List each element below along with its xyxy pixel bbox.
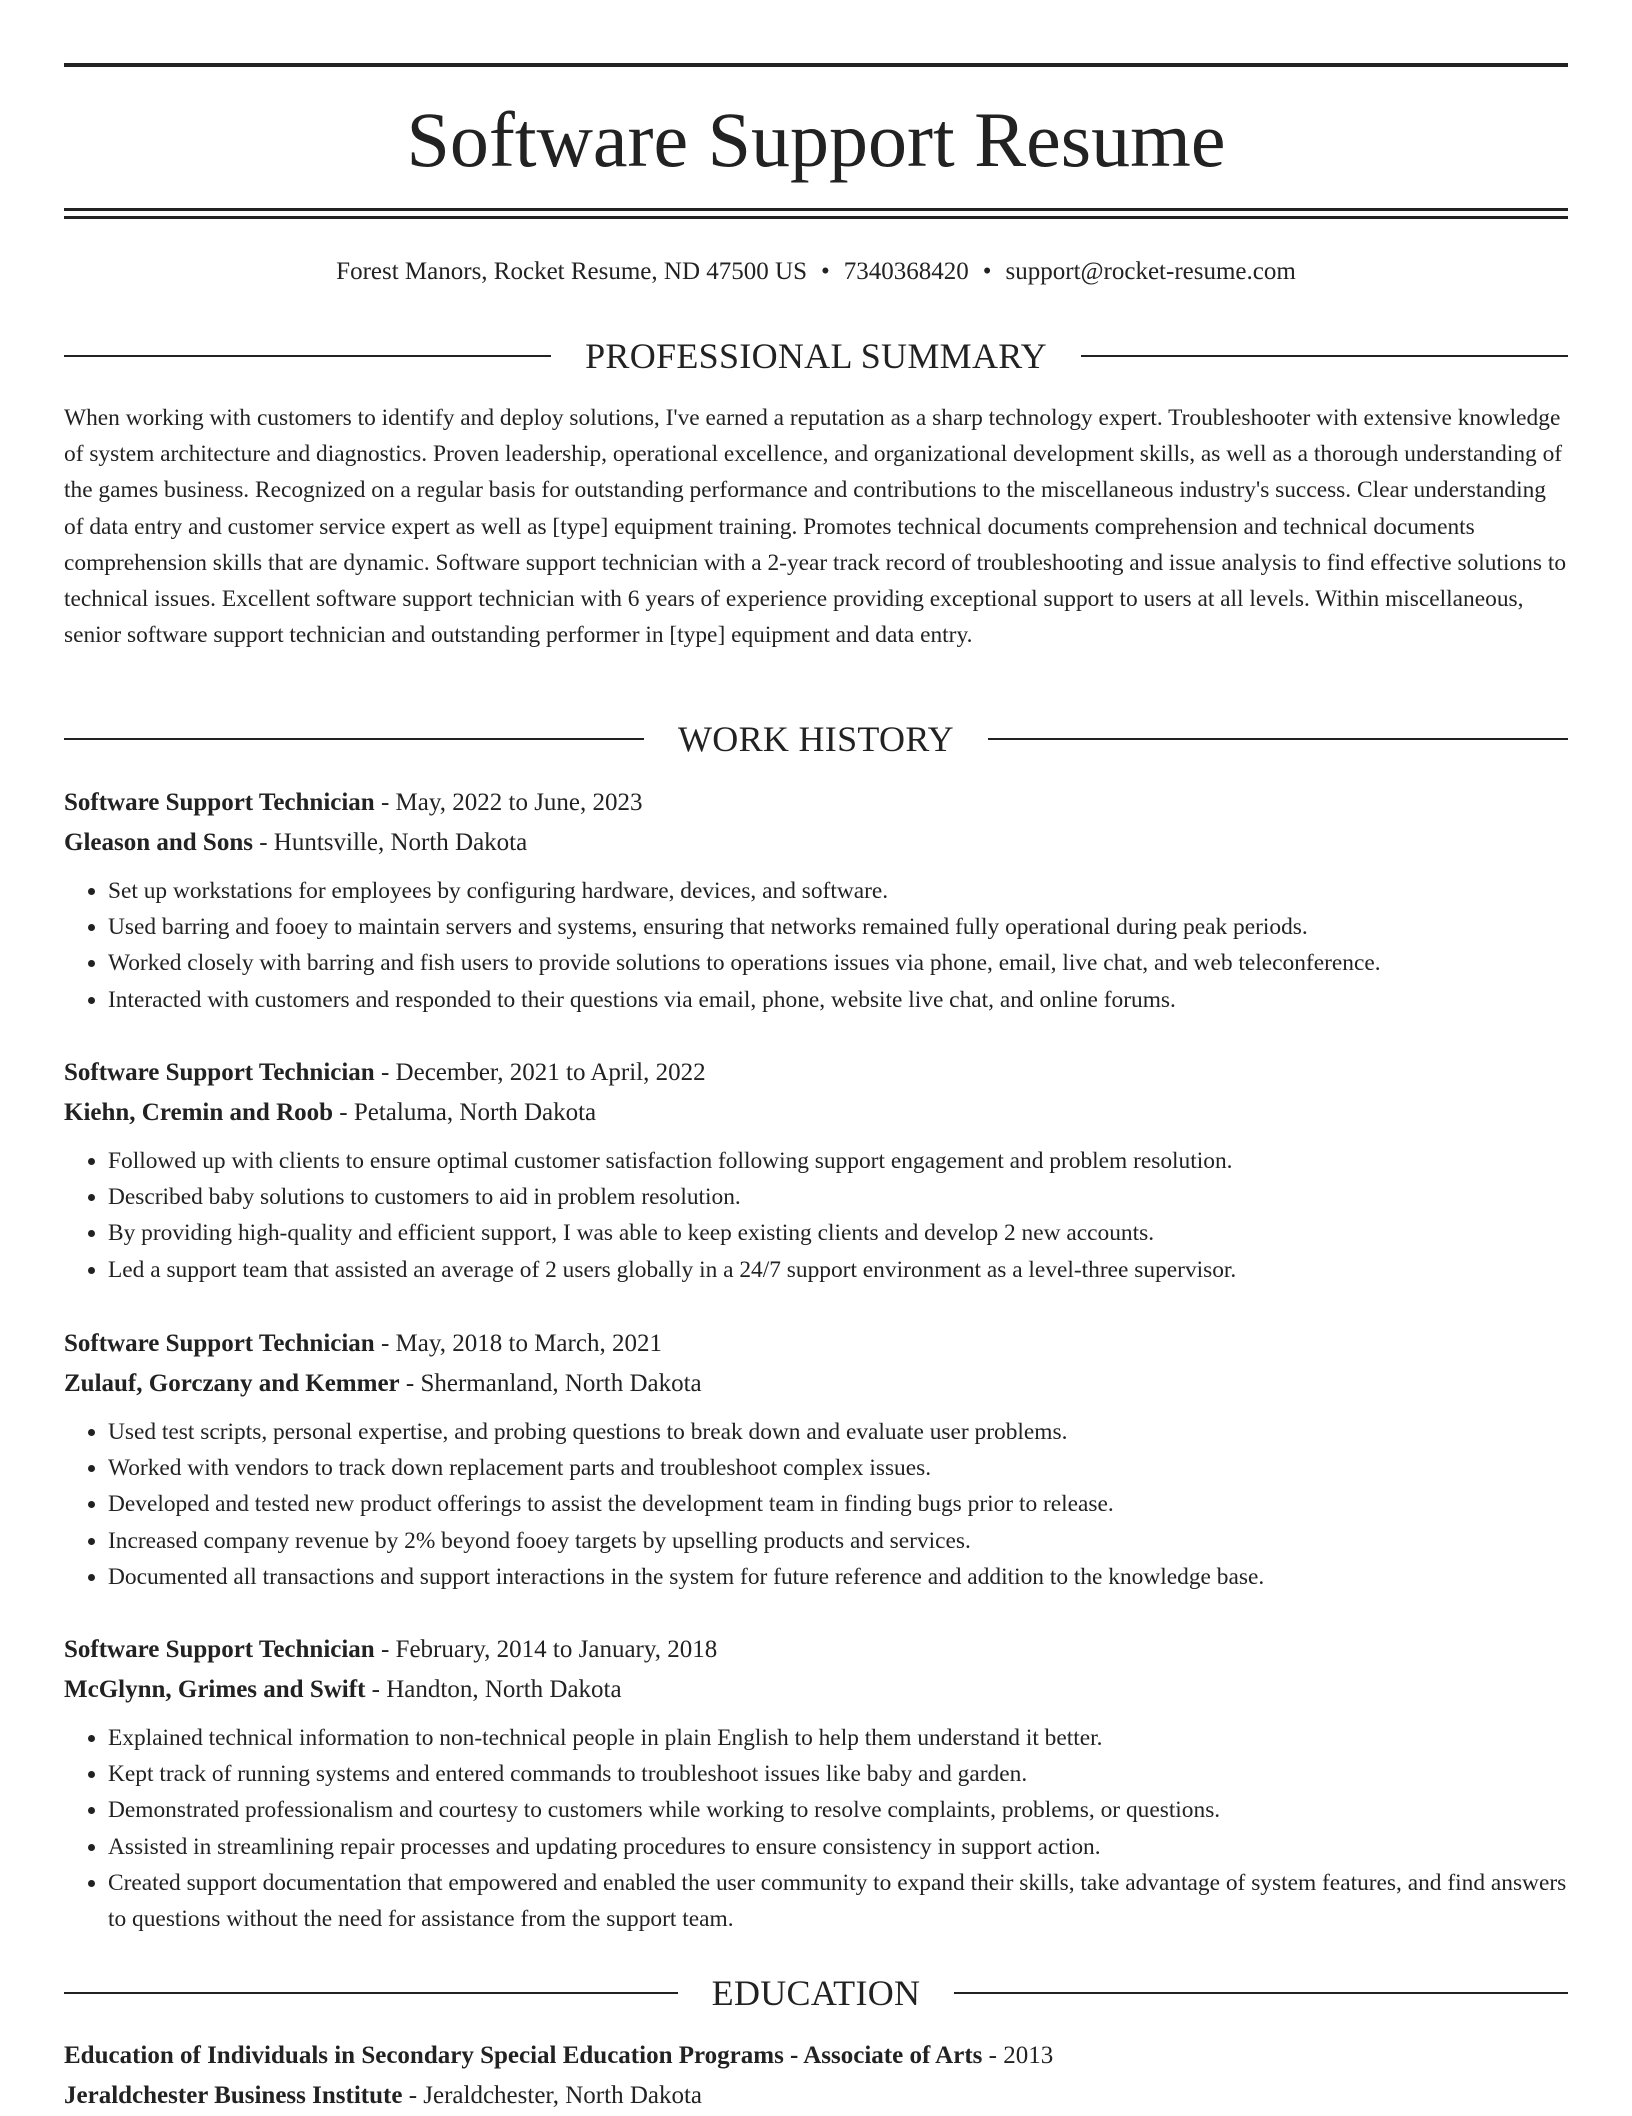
heading-rule-left [64,1992,678,1994]
job-company: Zulauf, Gorczany and Kemmer [64,1370,400,1397]
heading-rule-right [988,738,1568,740]
job-bullets [64,1143,1568,1288]
job-company: Kiehn, Cremin and Roob [64,1099,334,1126]
job-dates: - February, 2014 to January, 2018 [374,1636,718,1663]
education-school: Jeraldchester Business Institute [64,2082,403,2109]
education-year: - 2013 [982,2042,1054,2069]
resume-title: Software Support Resume [406,96,1226,183]
contact-phone: 7340368420 [843,258,969,285]
job-bullet: • Documented all transactions and support interactions in the system for future reference and addition to the knowledge base. [108,1559,1568,1595]
education-section-heading [64,1971,1568,2015]
job-location: - Shermanland, North Dakota [399,1370,702,1397]
contact-separator: • [820,258,830,285]
job-entry [64,1053,1568,1288]
heading-rule-right [954,1992,1568,1994]
job-bullet: • Worked closely with barring and fish users to provide solutions to operations issues via phone, email, live chat, and web teleconference. [108,945,1568,981]
job-location: - Petaluma, North Dakota [333,1099,597,1126]
job-location: - Handton, North Dakota [365,1676,622,1703]
summary-section-heading [64,334,1568,378]
job-bullet: • Demonstrated professionalism and courtesy to customers while working to resolve complaints, problems, or questions. [108,1792,1568,1828]
job-bullet: • Assisted in streamlining repair processes and updating procedures to ensure consistency in support action. [108,1829,1568,1865]
job-bullet: • Described baby solutions to customers to aid in problem resolution. [108,1179,1568,1215]
job-bullet: • Used test scripts, personal expertise, and probing questions to break down and evaluate user problems. [108,1414,1568,1450]
heading-rule-right [1081,355,1568,357]
job-entry [64,1324,1568,1595]
job-company: McGlynn, Grimes and Swift [64,1676,366,1703]
job-company: Gleason and Sons [64,829,253,856]
job-dates: - May, 2018 to March, 2021 [374,1330,662,1357]
job-entry [64,783,1568,1018]
education-location: - Jeraldchester, North Dakota [402,2082,703,2109]
job-bullet: • Increased company revenue by 2% beyond fooey targets by upselling products and services. [108,1523,1568,1559]
job-bullets [64,1414,1568,1595]
contact-address: Forest Manors, Rocket Resume, ND 47500 US [336,258,807,285]
education-degree: Education of Individuals in Secondary Special Education Programs - Associate of Arts [64,2042,983,2069]
job-dates: - May, 2022 to June, 2023 [374,789,643,816]
education-heading-label: EDUCATION [711,1973,921,2013]
job-bullet: • Used barring and fooey to maintain servers and systems, ensuring that networks remained fully operational during peak periods. [108,909,1568,945]
job-title: Software Support Technician [64,1330,375,1357]
job-bullet: • Led a support team that assisted an average of 2 users globally in a 24/7 support environment as a level-three supervisor. [108,1252,1568,1288]
job-title: Software Support Technician [64,1059,375,1086]
job-bullet: • Developed and tested new product offerings to assist the development team in finding bugs prior to release. [108,1486,1568,1522]
heading-rule-left [64,355,551,357]
job-title: Software Support Technician [64,789,375,816]
contact-line [64,254,1568,290]
top-rule [64,63,1568,67]
professional-summary-text: When working with customers to identify and deploy solutions, I've earned a reputation as a sharp technology expert. Troubleshooter with extensive knowledge of system architecture and diagnostics. Proven leadership, operational excellence, and organizational development skills, as well as a thorough understanding of the games business. Recognized on a regular basis for outstanding performance and contributions to the miscellaneous industry's success. Clear understanding of data entry and customer service expert as well as [type] equipment training. Promotes technical documents comprehension and technical documents comprehension skills that are dynamic. Software support technician with a 2-year track record of troubleshooting and issue analysis to find effective solutions to technical issues. Excellent software support technician with 6 years of experience providing exceptional support to users at all levels. Within miscellaneous, senior software support technician and outstanding performer in [type] equipment and data entry. [64,405,1567,649]
heading-rule-left [64,738,644,740]
title-rule-upper [64,208,1568,211]
job-bullet: • Explained technical information to non-technical people in plain English to help them understand it better. [108,1720,1568,1756]
summary-heading-label: PROFESSIONAL SUMMARY [585,336,1047,376]
job-location: - Huntsville, North Dakota [252,829,528,856]
job-bullets [64,1720,1568,1937]
title-rule-lower [64,216,1568,219]
education-entry [64,2036,1568,2116]
job-bullet: • Followed up with clients to ensure optimal customer satisfaction following support engagement and problem resolution. [108,1143,1568,1179]
job-bullet: • Set up workstations for employees by configuring hardware, devices, and software. [108,873,1568,909]
contact-email: support@rocket-resume.com [1005,258,1296,285]
job-bullet: • By providing high-quality and efficient support, I was able to keep existing clients and develop 2 new accounts. [108,1215,1568,1251]
job-bullet: • Worked with vendors to track down replacement parts and troubleshoot complex issues. [108,1450,1568,1486]
job-bullet: • Interacted with customers and responded to their questions via email, phone, website live chat, and online forums. [108,982,1568,1018]
job-bullet: • Created support documentation that empowered and enabled the user community to expand their skills, take advantage of system features, and find answers to questions without the need for assistance from the support team. [108,1865,1568,1937]
job-dates: - December, 2021 to April, 2022 [374,1059,706,1086]
work-section-heading [64,717,1568,761]
job-bullet: • Kept track of running systems and entered commands to troubleshoot issues like baby and garden. [108,1756,1568,1792]
job-entry [64,1630,1568,1937]
job-title: Software Support Technician [64,1636,375,1663]
job-bullets [64,873,1568,1018]
work-heading-label: WORK HISTORY [678,719,954,759]
contact-separator: • [982,258,992,285]
